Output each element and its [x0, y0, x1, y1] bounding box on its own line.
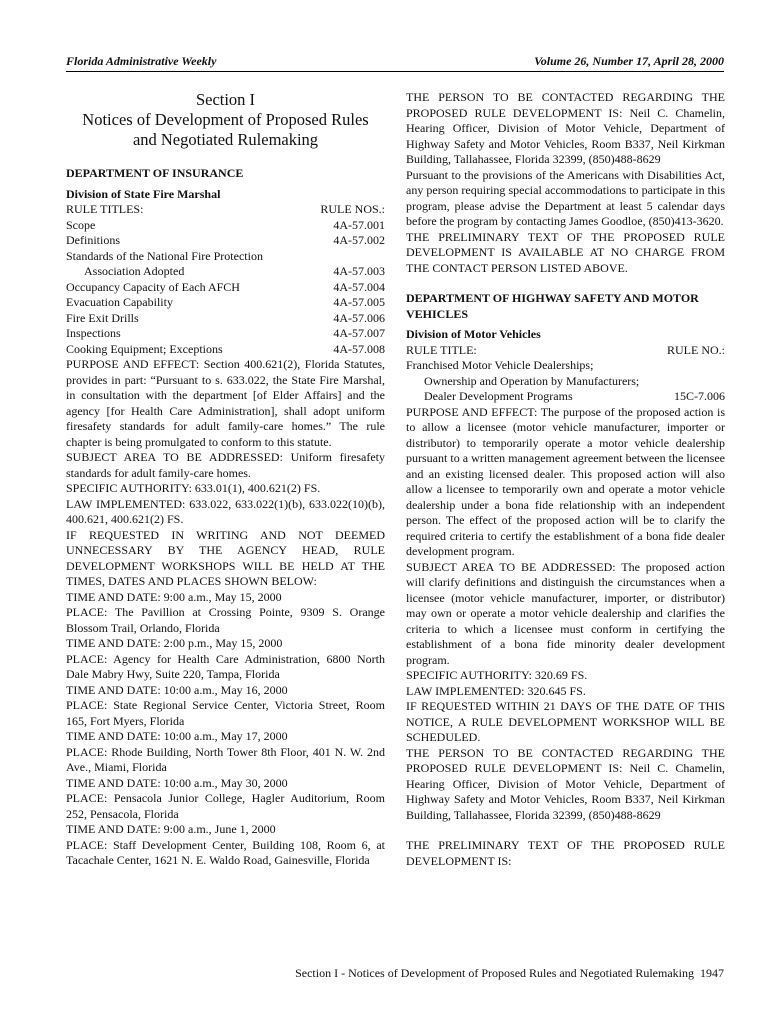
rule-row: Inspections 4A-57.007 — [66, 326, 385, 340]
department-heading: DEPARTMENT OF HIGHWAY SAFETY AND MOTOR VEHICLES — [406, 291, 699, 321]
authority-paragraph: SPECIFIC AUTHORITY: 633.01(1), 400.621(2) FS. — [66, 481, 321, 495]
section-title — [66, 90, 385, 150]
rule-number: 15C-7.006 — [674, 389, 725, 403]
meeting-place: PLACE: Rhode Building, North Tower 8th Floor, 401 N. W. 2nd Ave., Miami, Florida — [66, 744, 385, 774]
meeting-place: PLACE: Staff Development Center, Building 108, Room 6, at Tacachale Center, 1621 N. E. Waldo Road, Gainesville, Florida — [66, 837, 385, 867]
page-number: 1947 — [700, 966, 724, 980]
rule-title-line: Dealer Development Programs 15C-7.006 — [424, 389, 725, 403]
meeting-time: TIME AND DATE: 9:00 a.m., May 15, 2000 — [66, 589, 282, 604]
contact-paragraph: THE PERSON TO BE CONTACTED REGARDING THE PROPOSED RULE DEVELOPMENT IS: Neil C. Chamelin, Hearing Officer, Division of Motor Vehicle, Department of Highway Safety and Motor Vehicles, Room B337, Neil Kirkman Building, Tallahassee, Florida 32399, (850)488-8629 — [406, 90, 725, 166]
rule-title-line: Franchised Motor Vehicle Dealerships; — [406, 358, 594, 372]
purpose-paragraph: PURPOSE AND EFFECT: The purpose of the proposed action is to allow a licensee (motor vehicle manufacturer, importer or distributor) to temporarily operate a motor vehicle dealership pursuant to a written management agreement between the licensee and an existing licensed dealer. This proposed action will also allow a licensee to temporarily own and operate a motor vehicle dealership under a bona fide relationship with an independent person. The effect of the proposed action will be to clarify the required criteria to certify the establishment of a bona fide dealer development program. — [406, 404, 725, 558]
rule-row: Evacuation Capability 4A-57.005 — [66, 295, 385, 309]
section-title-line1: Notices of Development of Proposed Rules — [82, 110, 369, 129]
law-paragraph: LAW IMPLEMENTED: 320.645 FS. — [406, 683, 586, 698]
meeting-time: TIME AND DATE: 10:00 a.m., May 17, 2000 — [66, 729, 288, 743]
meeting-time: TIME AND DATE: 10:00 a.m., May 30, 2000 — [66, 775, 288, 790]
rule-nos-label: RULE NOS.: — [320, 202, 385, 216]
meeting-place: PLACE: Pensacola Junior College, Hagler Auditorium, Room 252, Pensacola, Florida — [66, 791, 385, 821]
rule-row: Cooking Equipment; Exceptions 4A-57.008 — [66, 341, 385, 356]
rule-row: Scope 4A-57.001 — [66, 217, 385, 232]
meeting-time: TIME AND DATE: 9:00 a.m., June 1, 2000 — [66, 822, 276, 836]
if-requested-paragraph: IF REQUESTED IN WRITING AND NOT DEEMED UNNECESSARY BY THE AGENCY HEAD, RULE DEVELOPMENT WORKSHOPS WILL BE HELD AT THE TIMES, DATES AND PLACES SHOWN BELOW: — [66, 527, 385, 588]
rule-row: Fire Exit Drills 4A-57.006 — [66, 310, 385, 325]
rule-no-label: RULE NO.: — [667, 342, 725, 357]
if-requested-paragraph: IF REQUESTED WITHIN 21 DAYS OF THE DATE OF THIS NOTICE, A RULE DEVELOPMENT WORKSHOP WILL BE SCHEDULED. — [406, 699, 725, 744]
meeting-time: TIME AND DATE: 2:00 p.m., May 15, 2000 — [66, 636, 283, 650]
law-paragraph: LAW IMPLEMENTED: 633.022, 633.022(1)(b), 633.022(10)(b), 400.621, 400.621(2) FS. — [66, 496, 385, 526]
ada-paragraph: Pursuant to the provisions of the Americans with Disabilities Act, any person requiring special accommodations to participate in this program, please advise the Department at least 5 calendar days before the program by contacting James Goodloe, (850)413-3620. — [406, 167, 725, 228]
meeting-place: PLACE: State Regional Service Center, Victoria Street, Room 165, Fort Myers, Florida — [66, 698, 385, 728]
preliminary-text-paragraph: THE PRELIMINARY TEXT OF THE PROPOSED RULE DEVELOPMENT IS: — [406, 838, 725, 868]
page-footer — [66, 966, 724, 981]
rule-row: Association Adopted 4A-57.003 — [84, 264, 385, 278]
division-heading: Division of State Fire Marshal — [66, 186, 221, 201]
section-title-line2: and Negotiated Rulemaking — [132, 130, 319, 149]
contact-paragraph: THE PERSON TO BE CONTACTED REGARDING THE PROPOSED RULE DEVELOPMENT IS: Neil C. Chamelin, Hearing Officer, Division of Motor Vehicle, Department of Highway Safety and Motor Vehicles, Room B337, Neil Kirkman Building, Tallahassee, Florida 32399, (850)488-8629 — [406, 745, 725, 822]
meeting-place: PLACE: The Pavillion at Crossing Pointe, 9309 S. Orange Blossom Trail, Orlando, Florida — [66, 605, 385, 635]
left-column — [66, 90, 385, 869]
right-column — [406, 90, 725, 869]
running-header — [66, 54, 724, 72]
rule-row: Standards of the National Fire Protection — [66, 248, 263, 263]
rule-title-line: Ownership and Operation by Manufacturers; — [424, 373, 640, 388]
subject-paragraph: SUBJECT AREA TO BE ADDRESSED: Uniform firesafety standards for adult family-care homes. — [66, 450, 385, 480]
division-heading: Division of Motor Vehicles — [406, 327, 541, 341]
rule-row: Definitions 4A-57.002 — [66, 233, 385, 247]
volume-info: Volume 26, Number 17, April 28, 2000 — [534, 54, 724, 68]
department-heading: DEPARTMENT OF INSURANCE — [66, 166, 244, 180]
rule-title-header — [406, 343, 725, 359]
rule-title-label: RULE TITLE: — [406, 342, 477, 357]
footer-text: Section I - Notices of Development of Proposed Rules and Negotiated Rulemaking — [295, 966, 694, 980]
publication-name: Florida Administrative Weekly — [66, 54, 217, 68]
rule-row: Occupancy Capacity of Each AFCH 4A-57.004 — [66, 279, 385, 294]
rule-titles-label: RULE TITLES: — [66, 202, 144, 216]
meeting-time: TIME AND DATE: 10:00 a.m., May 16, 2000 — [66, 682, 288, 697]
rule-titles-header — [66, 202, 385, 218]
purpose-paragraph: PURPOSE AND EFFECT: Section 400.621(2), Florida Statutes, provides in part: “Pursuant to s. 633.022, the State Fire Marshal, in consultation with the department [of Elder Affairs] and the agency [for Health Care Administration], shall adopt uniform firesafety standards for adult family-care homes.” The rule chapter is being promulgated to conform to this statute. — [66, 357, 385, 449]
authority-paragraph: SPECIFIC AUTHORITY: 320.69 FS. — [406, 668, 588, 682]
meeting-place: PLACE: Agency for Health Care Administration, 6800 North Dale Mabry Hwy, Suite 220, Tampa, Florida — [66, 651, 385, 681]
subject-paragraph: SUBJECT AREA TO BE ADDRESSED: The proposed action will clarify definitions and distinguish the circumstances when a licensee (motor vehicle manufacturer, importer, or distributor) may own or operate a motor vehicle dealership and clarifies the criteria to which a licensee must conform in certifying the establishment of a bona fide minority dealer development program. — [406, 559, 725, 667]
header-rule — [66, 71, 724, 72]
section-heading: Section I — [195, 90, 256, 109]
preliminary-text-paragraph: THE PRELIMINARY TEXT OF THE PROPOSED RULE DEVELOPMENT IS AVAILABLE AT NO CHARGE FROM THE CONTACT PERSON LISTED ABOVE. — [406, 229, 725, 275]
